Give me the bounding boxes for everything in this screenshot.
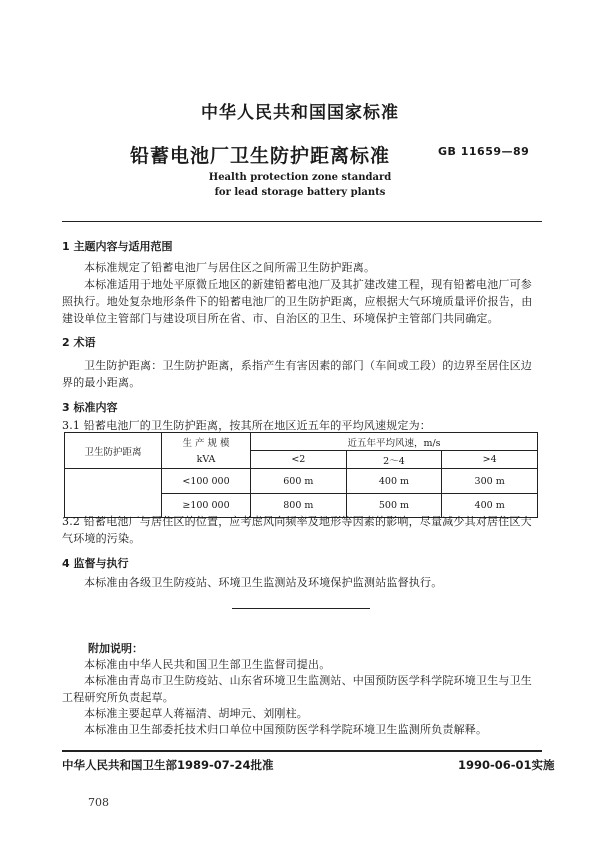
table-wind-header: 近五年平均风速，m/s [251, 433, 538, 451]
clause-3-1: 3.1 铅蓄电池厂的卫生防护距离，按其所在地区近五年的平均风速规定为： [62, 419, 431, 432]
table-row-header: 卫生防护距离 [65, 433, 162, 469]
appendix-line-1: 本标准由中华人民共和国卫生部卫生监督司提出。 [84, 658, 331, 671]
section-4-paragraph: 本标准由各级卫生防疫站、环境卫生监测站及环境保护监测站监督执行。 [84, 576, 443, 589]
table-scale-unit: kVA [162, 451, 251, 469]
appendix-heading: 附加说明： [88, 642, 143, 655]
section-1-paragraph-2: 本标准适用于地处平原微丘地区的新建铅蓄电池厂及其扩建改建工程，现有铅蓄电池厂可参照执行。地处复杂地形条件下的铅蓄电池厂的卫生防护距离，应根据大气环境质量评价报告，由建设单位主管部门与建设项目所在省、市、自治区的卫生、环境保护主管部门共同确定。 [62, 278, 533, 325]
section-1-paragraph-1: 本标准规定了铅蓄电池厂与居住区之间所需卫生防护距离。 [84, 261, 376, 274]
table-cell-value: 500 m [346, 493, 442, 517]
standard-title: 铅蓄电池厂卫生防护距离标准 [130, 145, 391, 167]
table-wind-col-1: <2 [251, 451, 347, 469]
header-rule [62, 221, 542, 222]
section-4-heading: 4 监督与执行 [62, 557, 129, 570]
page-number: 708 [88, 796, 109, 809]
english-title-line1: Health protection zone standard [208, 172, 392, 183]
table-wind-col-2: 2～4 [346, 451, 442, 469]
table-cell-value: 400 m [442, 493, 538, 517]
national-standard-heading: 中华人民共和国国家标准 [201, 103, 399, 123]
table-cell-value: 300 m [442, 469, 538, 493]
protection-distance-table [64, 432, 538, 518]
appendix-line-2: 本标准由青岛市卫生防疫站、山东省环境卫生监测站、中国预防医学科学院环境卫生与卫生工程研究所负责起草。 [62, 674, 532, 704]
standard-code: GB 11659—89 [438, 145, 530, 158]
table-scale-label: 生 产 规 模 [162, 433, 251, 451]
implementation-date: 1990-06-01实施 [458, 758, 555, 772]
table-wind-col-3: >4 [442, 451, 538, 469]
table-cell-scale: ≥100 000 [162, 493, 251, 517]
section-2-heading: 2 术语 [62, 336, 96, 349]
table-row [65, 469, 538, 493]
table-cell-value: 800 m [251, 493, 347, 517]
table-cell-value: 600 m [251, 469, 347, 493]
table-cell-blank [65, 469, 162, 493]
english-title-line2: for lead storage battery plants [214, 187, 386, 198]
table-cell-value: 400 m [346, 469, 442, 493]
appendix-line-3: 本标准主要起草人蒋福清、胡坤元、刘刚柱。 [84, 707, 308, 720]
section-divider [232, 608, 370, 609]
approval-line: 中华人民共和国卫生部1989-07-24批准 [62, 758, 274, 772]
table-cell-scale: <100 000 [162, 469, 251, 493]
section-1-heading: 1 主题内容与适用范围 [62, 240, 173, 253]
appendix-line-4: 本标准由卫生部委托技术归口单位中国预防医学科学院环境卫生监测所负责解释。 [84, 723, 488, 736]
section-3-heading: 3 标准内容 [62, 401, 118, 414]
section-2-paragraph: 卫生防护距离：卫生防护距离，系指产生有害因素的部门（车间或工段）的边界至居住区边界的最小距离。 [62, 359, 532, 389]
footer-rule [62, 750, 542, 752]
clause-3-2: 3.2 铅蓄电池厂与居住区的位置，应考虑风向频率及地形等因素的影响，尽量减少其对居住区大气环境的污染。 [62, 515, 532, 545]
